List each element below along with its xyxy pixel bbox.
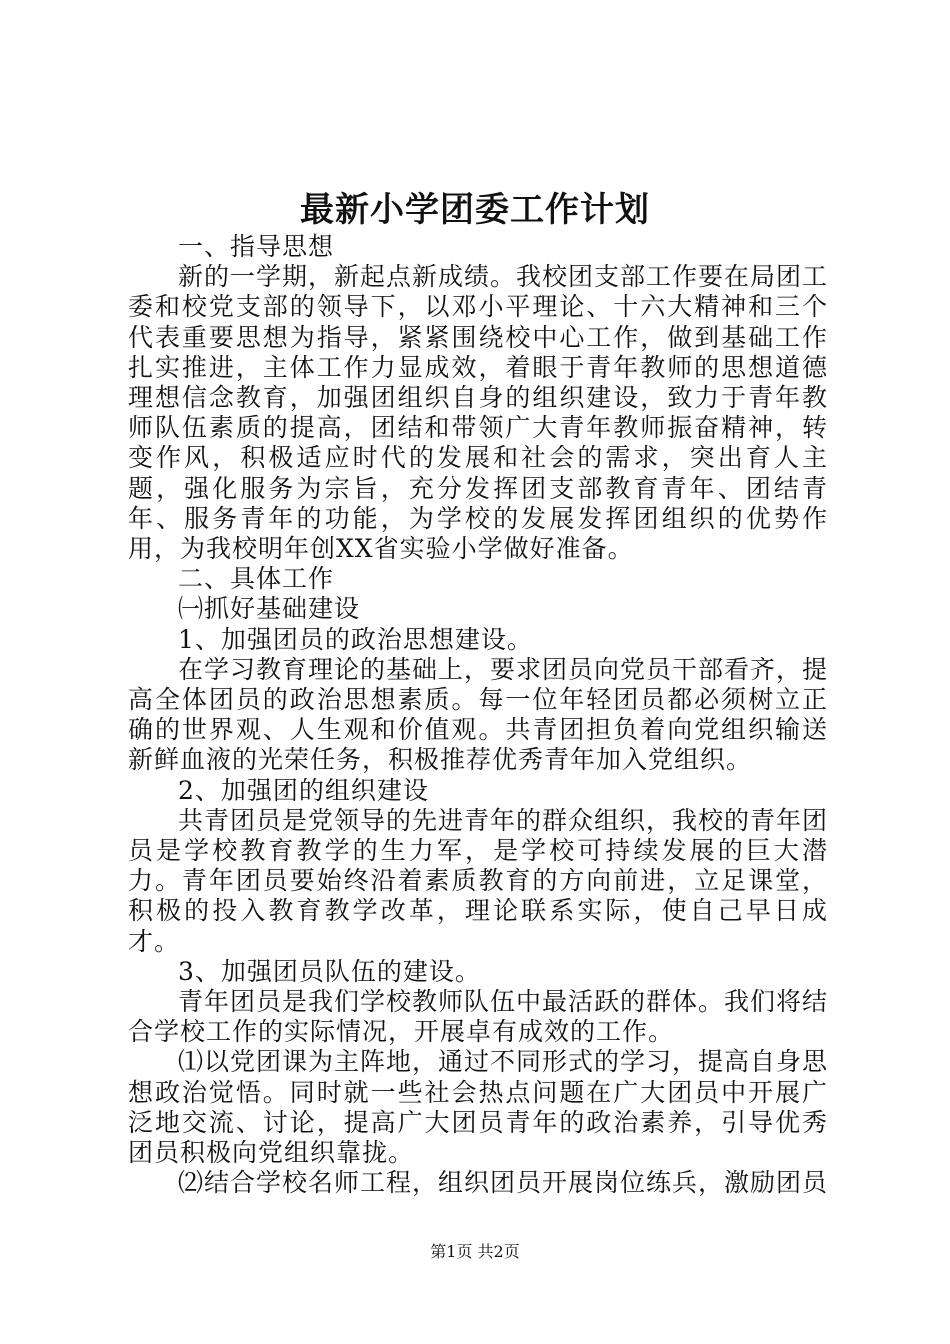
body-paragraph: 在学习教育理论的基础上，要求团员向党员干部看齐，提高全体团员的政治思想素质。每一位年轻团员都必须树立正确的世界观、人生观和价值观。共青团担负着向党组织输送新鲜血液的光荣任务，积极推荐优秀青年加入党组织。 [128, 654, 829, 775]
item-heading: 2、加强团的组织建设 [178, 775, 429, 805]
body-paragraph: ⑵结合学校名师工程，组织团员开展岗位练兵，激励团员 [178, 1168, 829, 1198]
document-body [128, 232, 828, 1199]
section-heading: 二、具体工作 [178, 564, 335, 594]
item-heading: 3、加强团员队伍的建设。 [178, 956, 481, 986]
body-paragraph: ⑴以党团课为主阵地，通过不同形式的学习，提高自身思想政治觉悟。同时就一些社会热点问题在广大团员中开展广泛地交流、讨论，提高广大团员青年的政治素养，引导优秀团员积极向党组织靠拢。 [128, 1047, 829, 1168]
subsection-heading: ㈠抓好基础建设 [178, 594, 361, 624]
body-paragraph: 青年团员是我们学校教师队伍中最活跃的群体。我们将结合学校工作的实际情况，开展卓有成效的工作。 [128, 987, 829, 1047]
section-heading: 一、指导思想 [178, 232, 335, 261]
item-heading: 1、加强团员的政治思想建设。 [178, 624, 533, 654]
page-number: 第1页 共2页 [430, 1242, 520, 1261]
body-paragraph: 共青团员是党领导的先进青年的群众组织，我校的青年团员是学校教育教学的生力军，是学校可持续发展的巨大潜力。青年团员要始终沿着素质教育的方向前进，立足课堂，积极的投入教育教学改革，理论联系实际，使自己早日成才。 [128, 805, 829, 956]
document-title: 最新小学团委工作计划 [300, 190, 650, 230]
body-paragraph: 新的一学期，新起点新成绩。我校团支部工作要在局团工委和校党支部的领导下，以邓小平理论、十六大精神和三个代表重要思想为指导，紧紧围绕校中心工作，做到基础工作扎实推进，主体工作力显成效，着眼于青年教师的思想道德理想信念教育，加强团组织自身的组织建设，致力于青年教师队伍素质的提高，团结和带领广大青年教师振奋精神，转变作风，积极适应时代的发展和社会的需求，突出育人主题，强化服务为宗旨，充分发挥团支部教育青年、团结青年、服务青年的功能，为学校的发展发挥团组织的优势作用，为我校明年创XX省实验小学做好准备。 [128, 262, 829, 564]
